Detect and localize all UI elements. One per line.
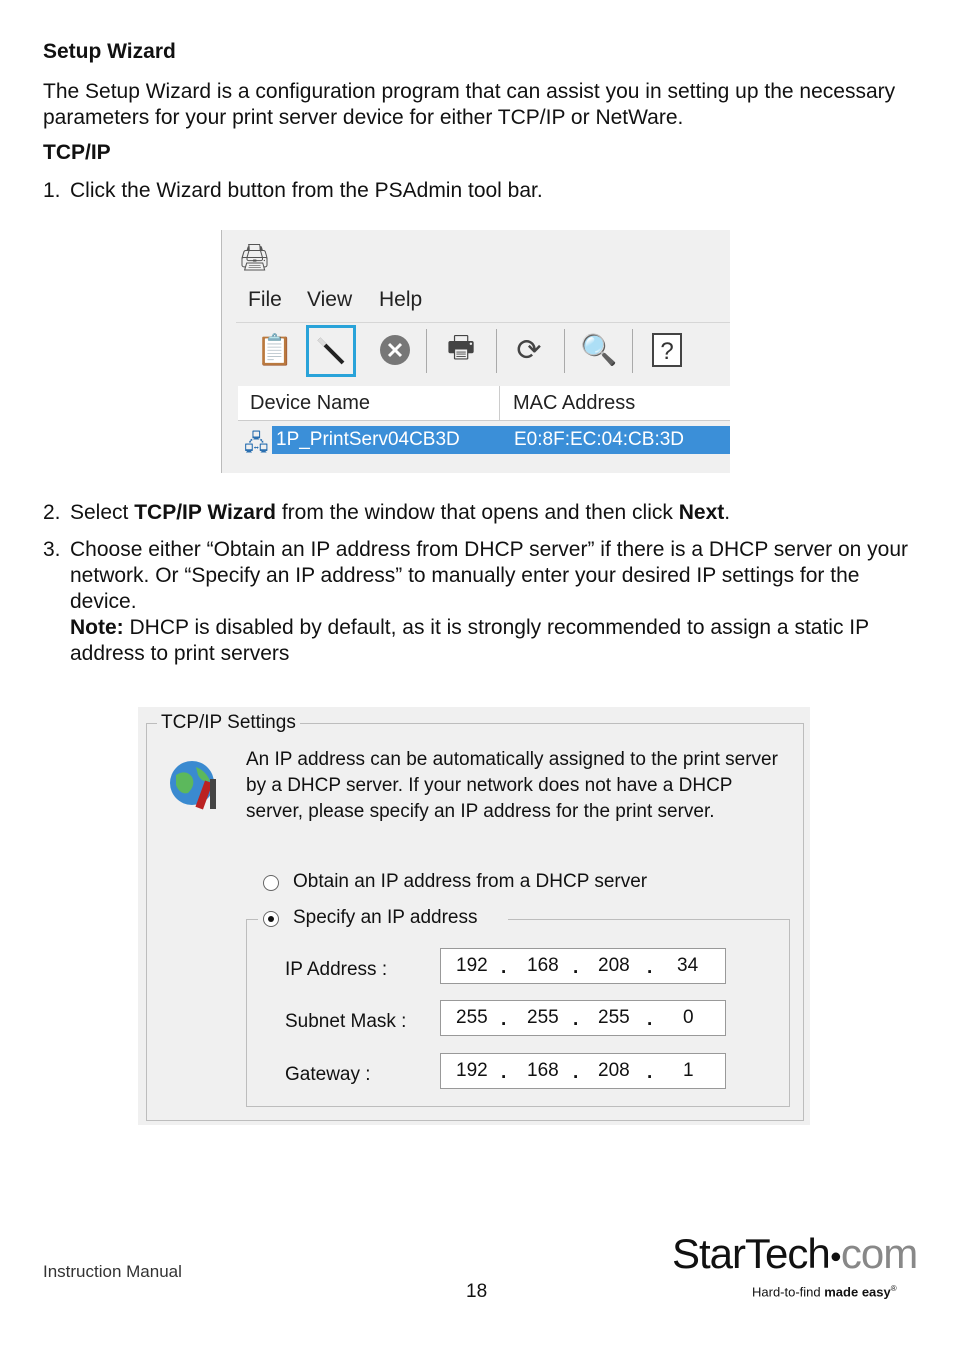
ip-octet-3: 208 (598, 955, 630, 976)
subnet-mask-label: Subnet Mask : (285, 1011, 407, 1032)
tcpip-group-title: TCP/IP Settings (157, 712, 300, 734)
mask-octet-4: 0 (683, 1007, 694, 1028)
step-2-text: Select TCP/IP Wizard from the window that opens and then click Next. (70, 501, 731, 524)
step-3-text: Choose either “Obtain an IP address from DHCP server” if there is a DHCP server on your network. Or “Specify an IP address” to manually enter your desired IP settings for the device. (70, 538, 909, 613)
gw-octet-3: 208 (598, 1060, 630, 1081)
static-option-label[interactable]: Specify an IP address (293, 907, 478, 928)
startech-logo: StarTech●com (672, 1230, 918, 1277)
logo-tagline: Hard-to-find made easy® (752, 1284, 897, 1300)
step-2-number: 2. (43, 501, 61, 524)
menu-file[interactable]: File (248, 288, 282, 311)
wizard-icon[interactable] (306, 325, 356, 377)
svg-text:?: ? (660, 338, 674, 365)
static-ip-radio[interactable] (263, 911, 279, 927)
menu-help[interactable]: Help (379, 288, 423, 311)
ip-octet-4: 34 (677, 955, 699, 976)
subnet-mask-field[interactable]: 255 . 255 . 255 . 0 (440, 1000, 726, 1036)
section-heading: Setup Wizard (43, 40, 176, 63)
gw-octet-1: 192 (456, 1060, 488, 1081)
step-3-number: 3. (43, 538, 61, 561)
gateway-field[interactable]: 192 . 168 . 208 . 1 (440, 1053, 726, 1089)
gateway-label: Gateway : (285, 1064, 371, 1085)
gw-octet-2: 168 (527, 1060, 559, 1081)
mask-octet-1: 255 (456, 1007, 488, 1028)
mac-address-cell: E0:8F:EC:04:CB:3D (514, 429, 685, 450)
device-name-cell: 1P_PrintServ04CB3D (276, 429, 460, 450)
ip-address-label: IP Address : (285, 959, 388, 980)
gw-octet-4: 1 (683, 1060, 694, 1081)
printer-icon[interactable]: 🖶 (446, 330, 476, 364)
column-device-name[interactable]: Device Name (238, 386, 500, 420)
stop-icon[interactable] (370, 325, 420, 375)
tcpip-description: An IP address can be automatically assigned to the print server by a DHCP server. If your network does not have a DHCP server, please specify an IP address for the print server. (246, 749, 778, 822)
menu-view[interactable]: View (307, 288, 353, 311)
properties-icon[interactable]: 📋 (256, 333, 294, 367)
mask-octet-2: 255 (527, 1007, 559, 1028)
search-icon[interactable]: 🔍 (580, 333, 618, 367)
intro-paragraph: The Setup Wizard is a configuration program that can assist you in setting up the necessary parameters for your print server device for either TCP/IP or NetWare. (43, 80, 896, 129)
subheading: TCP/IP (43, 141, 111, 164)
page-number: 18 (466, 1281, 488, 1302)
help-icon[interactable] (642, 325, 692, 375)
dhcp-radio[interactable] (263, 875, 279, 891)
ip-octet-1: 192 (456, 955, 488, 976)
refresh-icon[interactable]: ⟳ (516, 333, 542, 367)
mask-octet-3: 255 (598, 1007, 630, 1028)
ip-octet-2: 168 (527, 955, 559, 976)
device-icon: 🖧 (244, 430, 269, 455)
dhcp-option-label[interactable]: Obtain an IP address from a DHCP server (293, 871, 648, 892)
column-mac-address[interactable]: MAC Address (513, 392, 636, 414)
step-1-number: 1. (43, 179, 61, 202)
network-settings-icon (166, 755, 224, 818)
step-1-text: Click the Wizard button from the PSAdmin tool bar. (70, 179, 543, 202)
printer-app-icon: 🖨 (238, 242, 272, 272)
device-list-header (238, 386, 730, 421)
step-3-note: Note: DHCP is disabled by default, as it is strongly recommended to assign a static IP address to print servers (70, 616, 869, 665)
ip-address-field[interactable]: 192 . 168 . 208 . 34 (440, 948, 726, 984)
toolbar (236, 322, 730, 381)
psadmin-screenshot (221, 230, 730, 473)
footer-manual-label: Instruction Manual (43, 1262, 182, 1281)
tcpip-settings-screenshot (138, 707, 810, 1125)
device-row[interactable] (272, 426, 730, 454)
